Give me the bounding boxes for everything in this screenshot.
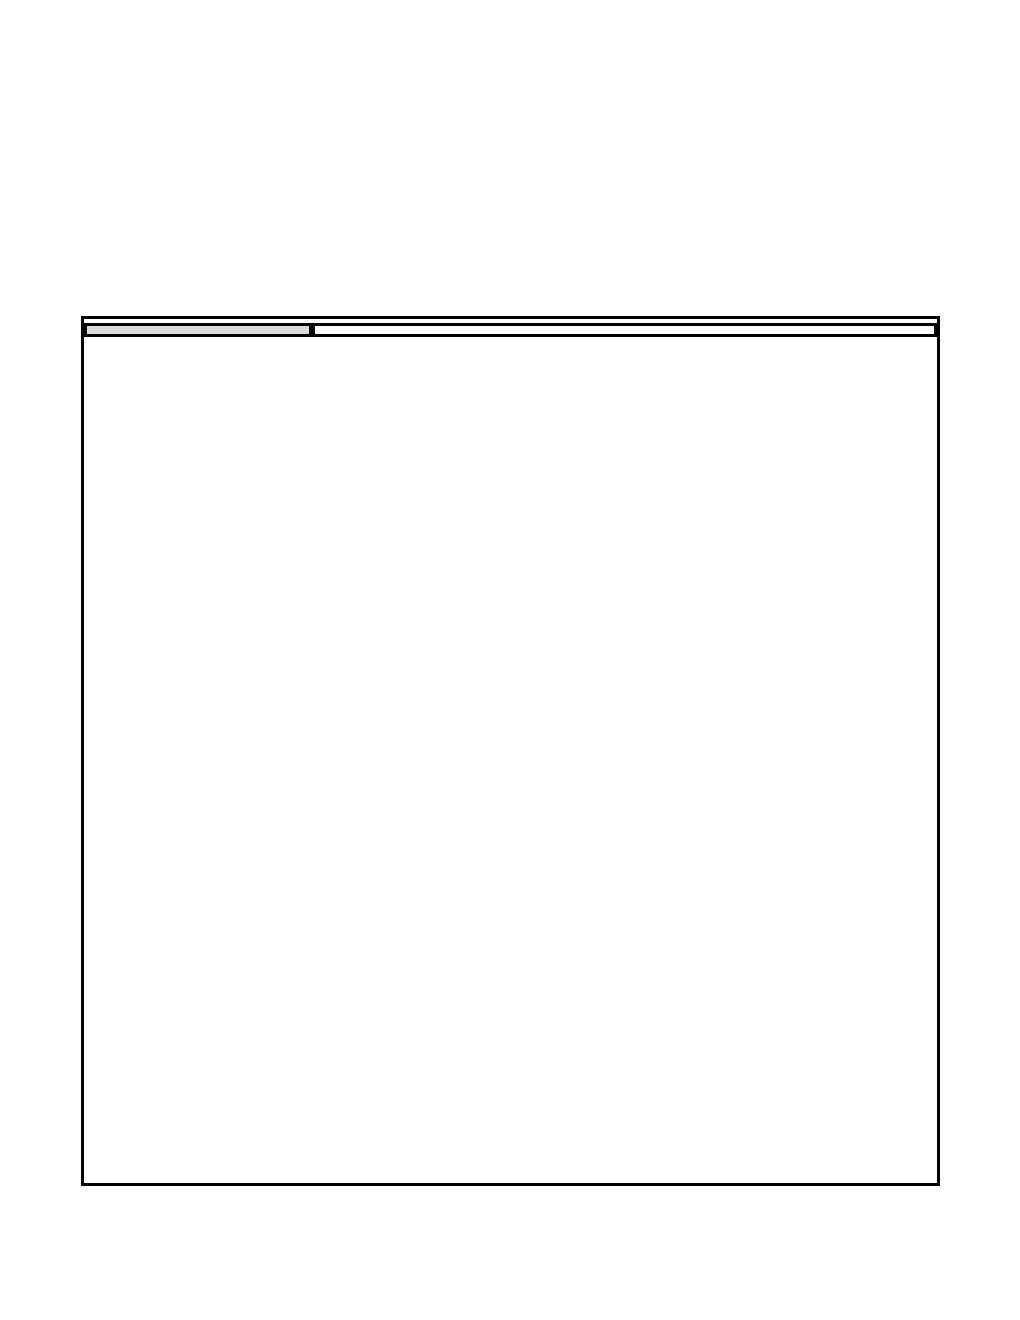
table-header-row [84, 323, 937, 337]
header-meaning [312, 323, 937, 337]
border-bottom [44, 1256, 976, 1276]
border-left [44, 44, 64, 1276]
vocabulary-table [81, 316, 940, 1186]
border-top [44, 44, 976, 64]
border-right [956, 44, 976, 1276]
table-body [84, 337, 937, 1175]
header-word [84, 323, 312, 337]
